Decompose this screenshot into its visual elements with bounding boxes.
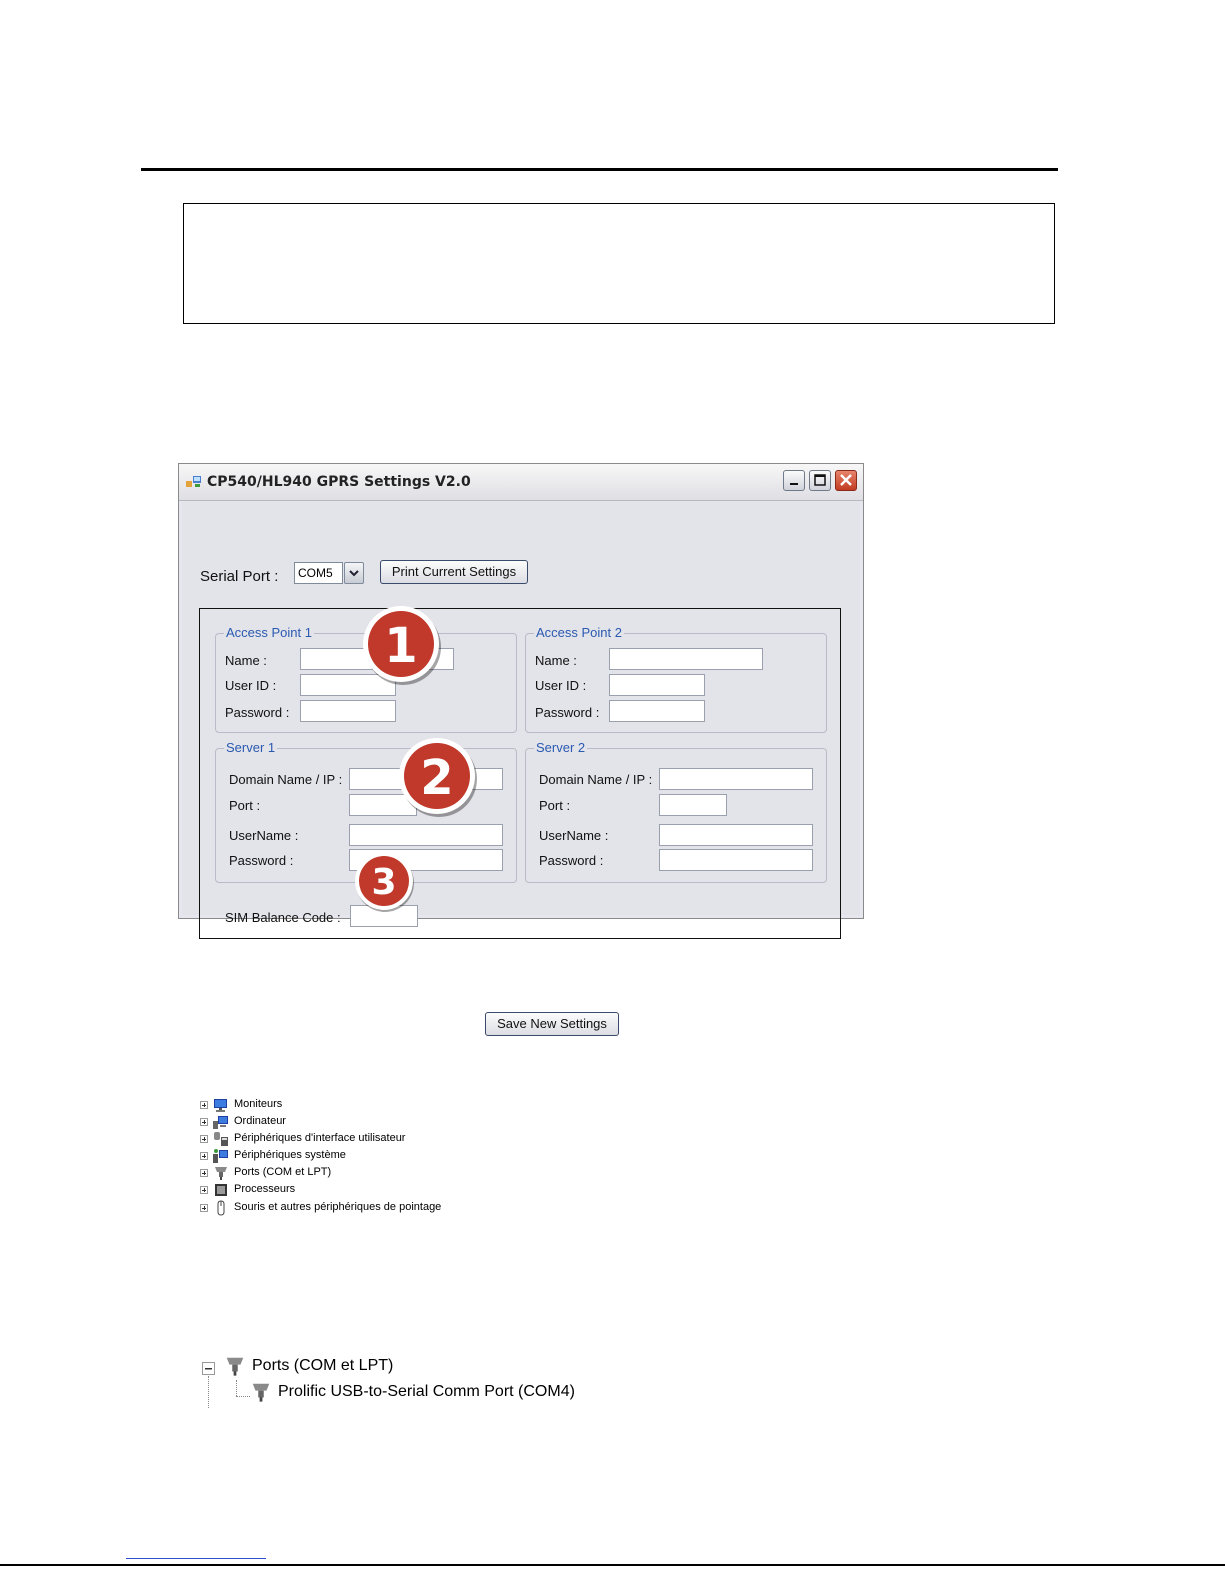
port-icon (224, 1355, 246, 1377)
ports-parent-label[interactable]: Ports (COM et LPT) (252, 1357, 394, 1374)
save-new-settings-button[interactable]: Save New Settings (485, 1012, 619, 1036)
close-icon (836, 471, 856, 490)
tree-item-label: Processeurs (234, 1183, 296, 1195)
access-point-2-group (525, 625, 827, 733)
tree-item-label: Périphériques d'interface utilisateur (234, 1132, 406, 1144)
window-title: CP540/HL940 GPRS Settings V2.0 (207, 474, 471, 490)
ports-child-label[interactable]: Prolific USB-to-Serial Comm Port (COM4) (278, 1383, 575, 1400)
hid-icon (213, 1131, 229, 1147)
tree-item-label: Ordinateur (234, 1115, 286, 1127)
server2-port-input[interactable] (659, 794, 727, 816)
expand-icon[interactable] (200, 1135, 208, 1143)
system-devices-icon (213, 1148, 229, 1164)
maximize-icon (810, 471, 830, 490)
computer-icon (213, 1114, 229, 1130)
port-icon (250, 1381, 272, 1403)
tree-item-label: Périphériques système (234, 1149, 346, 1161)
serial-port-value[interactable]: COM5 (294, 562, 343, 584)
mouse-icon (213, 1200, 229, 1216)
server1-username-label: UserName : (229, 828, 299, 843)
monitor-icon (213, 1097, 229, 1113)
expand-icon[interactable] (200, 1204, 208, 1212)
access-point-2-title: Access Point 2 (536, 625, 622, 640)
sim-balance-code-label: SIM Balance Code : (225, 910, 341, 925)
collapse-icon[interactable] (202, 1362, 216, 1376)
expand-icon[interactable] (200, 1118, 208, 1126)
maximize-button[interactable] (809, 470, 831, 491)
expand-icon[interactable] (200, 1101, 208, 1109)
server2-password-input[interactable] (659, 849, 813, 871)
server-2-group (525, 740, 827, 883)
server2-username-input[interactable] (659, 824, 813, 846)
print-current-settings-button[interactable]: Print Current Settings (380, 560, 528, 584)
tree-connector (208, 1376, 210, 1408)
tree-item-label: Souris et autres périphériques de pointage (234, 1201, 442, 1213)
ap1-password-input[interactable] (300, 700, 396, 722)
processor-icon (213, 1182, 229, 1198)
serial-port-label: Serial Port : (200, 568, 279, 585)
chevron-down-icon (345, 563, 363, 583)
ap1-password-label: Password : (225, 705, 290, 720)
close-button[interactable] (835, 470, 857, 491)
server-2-title: Server 2 (536, 740, 586, 755)
serial-port-dropdown-button[interactable] (344, 562, 364, 584)
ap1-userid-label: User ID : (225, 678, 277, 693)
serial-port-select[interactable] (294, 562, 364, 584)
settings-window (178, 463, 864, 1031)
step-badge-3-number: 3 (371, 862, 397, 903)
server2-domain-input[interactable] (659, 768, 813, 790)
tree-connector (236, 1380, 238, 1396)
settings-panel (199, 608, 841, 1031)
page-header-rule (141, 168, 1058, 171)
server1-username-input[interactable] (349, 824, 503, 846)
expand-icon[interactable] (200, 1186, 208, 1194)
ap2-userid-label: User ID : (535, 678, 587, 693)
step-badge-1-number: 1 (384, 618, 418, 674)
tree-item-label: Ports (COM et LPT) (234, 1166, 332, 1178)
window-client (182, 501, 860, 1031)
page-footer-rule (0, 1564, 1225, 1566)
access-point-1-title: Access Point 1 (226, 625, 312, 640)
server2-domain-label: Domain Name / IP : (539, 772, 653, 787)
server2-port-label: Port : (539, 798, 571, 813)
server1-port-label: Port : (229, 798, 261, 813)
step-badge-1 (362, 603, 448, 689)
server2-username-label: UserName : (539, 828, 609, 843)
note-box (183, 203, 1055, 324)
step-badge-3 (354, 850, 418, 914)
minimize-button[interactable] (783, 470, 805, 491)
server2-password-label: Password : (539, 853, 604, 868)
ap2-name-label: Name : (535, 653, 577, 668)
title-bar[interactable] (179, 464, 863, 501)
expand-icon[interactable] (200, 1152, 208, 1160)
step-badge-2-number: 2 (420, 750, 454, 806)
server1-domain-label: Domain Name / IP : (229, 772, 343, 787)
step-badge-2 (398, 735, 484, 821)
ap2-password-label: Password : (535, 705, 600, 720)
port-icon (213, 1165, 229, 1181)
app-icon (186, 475, 202, 489)
tree-item-label: Moniteurs (234, 1098, 283, 1110)
footer-link-underline (126, 1558, 266, 1559)
ap1-name-label: Name : (225, 653, 267, 668)
server-1-title: Server 1 (226, 740, 276, 755)
ap2-name-input[interactable] (609, 648, 763, 670)
ap2-password-input[interactable] (609, 700, 705, 722)
ap2-userid-input[interactable] (609, 674, 705, 696)
expand-icon[interactable] (200, 1169, 208, 1177)
minimize-icon (784, 471, 804, 490)
server1-password-label: Password : (229, 853, 294, 868)
tree-connector (236, 1396, 250, 1397)
